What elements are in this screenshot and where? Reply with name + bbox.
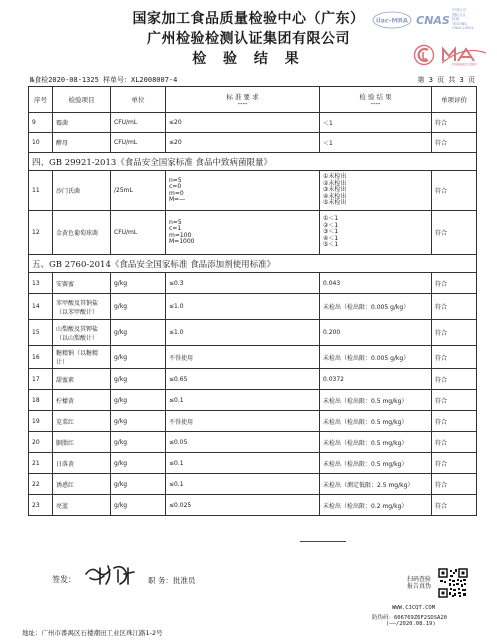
cell-eval: 符合 <box>432 346 477 369</box>
scan-verify-text <box>402 576 436 590</box>
col-header-result-dash: ---- <box>370 100 381 108</box>
address: 地址：广州市番禺区石楼潮田工业区珠江路1-2号 <box>22 629 163 637</box>
col-header-standard <box>166 87 320 113</box>
cell-no: 14 <box>29 294 53 320</box>
cell-item: 霉菌 <box>53 113 111 133</box>
cell-unit: g/kg <box>111 495 166 516</box>
cell-eval: 符合 <box>432 171 477 211</box>
cell-item: 糖精钠（以糖精计） <box>53 346 111 369</box>
scan-line: 报告真伪 <box>406 583 431 590</box>
table-row <box>29 369 477 390</box>
cell-no: 20 <box>29 432 53 453</box>
cell-item: 胭脂红 <box>53 432 111 453</box>
cell-result: 未检出（检出限：0.005 g/kg） <box>320 346 432 369</box>
cma-number: 170000221001 <box>451 62 477 66</box>
table-row <box>29 453 477 474</box>
cell-eval: 符合 <box>432 320 477 346</box>
cell-item: 亮蓝 <box>53 495 111 516</box>
table-row <box>29 346 477 369</box>
cell-eval: 符合 <box>432 113 477 133</box>
cell-item: 沙门氏菌 <box>53 171 111 211</box>
cell-item: 山梨酸及其钾盐（以山梨酸计） <box>53 320 111 346</box>
header-title-1: 国家加工食品质量检验中心（广东） <box>132 11 365 27</box>
anti-fake-code: 防伪码：606769Z6F2SDSA20 <box>372 615 447 621</box>
cnas-caption-line: 国际互认 <box>452 12 466 17</box>
cell-unit: g/kg <box>111 432 166 453</box>
cell-eval: 符合 <box>432 495 477 516</box>
cell-no: 10 <box>29 133 53 153</box>
cell-result <box>320 211 432 255</box>
result-line: ②＜1 <box>323 221 339 229</box>
cell-unit: CFU/mL <box>111 113 166 133</box>
table-row <box>29 474 477 495</box>
cell-standard: ≤0.3 <box>166 273 320 294</box>
cell-eval: 符合 <box>432 474 477 495</box>
col-header-standard-label: 标 准 要 求 <box>226 93 259 101</box>
cnas-caption <box>452 8 492 40</box>
cell-unit: CFU/mL <box>111 211 166 255</box>
cell-no: 17 <box>29 369 53 390</box>
table-row <box>29 171 477 211</box>
ilac-mra-logo <box>372 10 412 30</box>
section-title-4: 四、GB 29921-2013《食品安全国家标准 食品中致病菌限量》 <box>29 153 477 171</box>
std-line: M=1000 <box>169 238 195 245</box>
cell-result: 未检出（测定低限：2.5 mg/kg） <box>320 474 432 495</box>
col-header-eval: 单项评价 <box>432 87 477 113</box>
col-header-no: 序号 <box>29 87 53 113</box>
section-row <box>29 153 477 171</box>
result-line: ④＜1 <box>323 234 339 242</box>
result-line: ②未检出 <box>323 179 347 187</box>
cell-unit: g/kg <box>111 390 166 411</box>
std-line: m=0 <box>169 189 184 197</box>
result-line: ①＜1 <box>323 215 339 223</box>
col-header-unit: 单位 <box>111 87 166 113</box>
cell-result: 未检出（检出限：0.5 mg/kg） <box>320 432 432 453</box>
section-row <box>29 255 477 273</box>
cell-result: 未检出（检出限：0.2 mg/kg） <box>320 495 432 516</box>
signature-icon <box>82 562 138 588</box>
cell-unit: g/kg <box>111 453 166 474</box>
cma-logo <box>440 44 488 66</box>
report-date: (——/2020.08.19) <box>386 621 436 627</box>
cell-no: 23 <box>29 495 53 516</box>
col-header-result <box>320 87 432 113</box>
table-row <box>29 495 477 516</box>
cell-no: 21 <box>29 453 53 474</box>
cell-no: 22 <box>29 474 53 495</box>
cell-no: 15 <box>29 320 53 346</box>
cell-result: 未检出（检出限：0.5 mg/kg） <box>320 453 432 474</box>
cell-item: 金黄色葡萄球菌 <box>53 211 111 255</box>
cell-standard: ≤1.0 <box>166 320 320 346</box>
table-header-row <box>29 87 477 113</box>
std-line: m=100 <box>169 231 192 239</box>
col-header-result-label: 检 验 结 果 <box>359 93 392 101</box>
cnas-caption-line: CNAS L0001 <box>452 26 474 30</box>
std-line: n=5 <box>169 176 182 184</box>
table-row <box>29 320 477 346</box>
cell-eval: 符合 <box>432 294 477 320</box>
cell-standard: ≤0.1 <box>166 390 320 411</box>
report-number: №食检2020-08-1325 样单号：XL2008007-4 <box>30 76 178 84</box>
table-row <box>29 113 477 133</box>
cell-result: 0.043 <box>320 273 432 294</box>
cnas-caption-line: 检测 <box>452 17 459 21</box>
cell-unit: g/kg <box>111 320 166 346</box>
cell-result: 未检出（检出限：0.5 mg/kg） <box>320 411 432 432</box>
website-url: WWW.CJCQT.COM <box>392 605 436 611</box>
header-title-3: 检 验 结 果 <box>192 51 305 67</box>
cell-no: 16 <box>29 346 53 369</box>
cell-unit: g/kg <box>111 474 166 495</box>
result-line: ⑤＜1 <box>323 241 339 249</box>
cell-unit: g/kg <box>111 346 166 369</box>
cnas-caption-line: TESTING <box>452 21 468 26</box>
table-row <box>29 411 477 432</box>
cell-item: 诱惑红 <box>53 474 111 495</box>
ilac-text: ilac-MRA <box>376 16 408 25</box>
sign-label: 签发： <box>52 575 76 584</box>
cnas-caption-line: 中国认可 <box>452 8 466 12</box>
cell-unit: CFU/mL <box>111 133 166 153</box>
end-line <box>300 541 346 542</box>
cell-standard: ≤0.65 <box>166 369 320 390</box>
cell-standard: ≤0.1 <box>166 474 320 495</box>
cell-no: 9 <box>29 113 53 133</box>
cell-eval: 符合 <box>432 273 477 294</box>
result-line: ④未检出 <box>323 192 347 200</box>
cell-standard <box>166 171 320 211</box>
table-row <box>29 211 477 255</box>
cell-result: 0.200 <box>320 320 432 346</box>
table-row <box>29 432 477 453</box>
cell-result <box>320 171 432 211</box>
cell-standard: ≤0.05 <box>166 432 320 453</box>
cell-result: ＜1 <box>320 133 432 153</box>
cell-item: 日落黄 <box>53 453 111 474</box>
cell-unit: g/kg <box>111 294 166 320</box>
cell-item: 苯甲酸及其钠盐（以苯甲酸计） <box>53 294 111 320</box>
scan-line: 扫码查验 <box>406 576 431 583</box>
cell-eval: 符合 <box>432 411 477 432</box>
cell-standard: ≤1.0 <box>166 294 320 320</box>
cell-eval: 符合 <box>432 211 477 255</box>
section-title-5: 五、GB 2760-2014《食品安全国家标准 食品添加剂使用标准》 <box>29 255 477 273</box>
table-row <box>29 133 477 153</box>
cell-eval: 符合 <box>432 133 477 153</box>
cell-result: 0.0372 <box>320 369 432 390</box>
cell-item: 苋菜红 <box>53 411 111 432</box>
table-row <box>29 273 477 294</box>
cnas-logo <box>414 10 452 30</box>
qr-code-icon[interactable] <box>438 568 468 598</box>
cell-result: ＜1 <box>320 113 432 133</box>
cell-standard: 不得使用 <box>166 346 320 369</box>
cell-standard: ≤20 <box>166 113 320 133</box>
cell-item: 安赛蜜 <box>53 273 111 294</box>
position-label: 职 务：批准员 <box>148 576 196 585</box>
col-header-item: 检验项目 <box>53 87 111 113</box>
cell-item: 甜蜜素 <box>53 369 111 390</box>
cell-eval: 符合 <box>432 432 477 453</box>
cell-unit: g/kg <box>111 273 166 294</box>
cal-seal-icon <box>409 44 439 66</box>
table-row <box>29 390 477 411</box>
std-line: c=0 <box>169 183 182 190</box>
cell-eval: 符合 <box>432 453 477 474</box>
cell-no: 19 <box>29 411 53 432</box>
cell-eval: 符合 <box>432 369 477 390</box>
cell-standard <box>166 211 320 255</box>
table-row <box>29 294 477 320</box>
cell-standard: 不得使用 <box>166 411 320 432</box>
result-line: ③＜1 <box>323 228 339 236</box>
header-title-2: 广州检验检测认证集团有限公司 <box>147 31 350 47</box>
cell-item: 柠檬黄 <box>53 390 111 411</box>
cell-result: 未检出（检出限：0.005 g/kg） <box>320 294 432 320</box>
cell-no: 13 <box>29 273 53 294</box>
cell-standard: ≤0.025 <box>166 495 320 516</box>
result-line: ⑤未检出 <box>323 199 347 207</box>
result-line: ③未检出 <box>323 186 347 194</box>
cell-unit: /25mL <box>111 171 166 211</box>
cell-result: 未检出（检出限：0.5 mg/kg） <box>320 390 432 411</box>
cell-no: 11 <box>29 171 53 211</box>
cell-standard: ≤20 <box>166 133 320 153</box>
cell-eval: 符合 <box>432 390 477 411</box>
cnas-text: CNAS <box>416 14 450 27</box>
cell-unit: g/kg <box>111 369 166 390</box>
std-line: n=5 <box>169 218 182 226</box>
result-line: ①未检出 <box>323 173 347 181</box>
std-line: c=1 <box>169 225 182 232</box>
cell-no: 12 <box>29 211 53 255</box>
col-header-standard-dash: ---- <box>237 100 248 108</box>
cell-no: 18 <box>29 390 53 411</box>
page-indicator: 第 3 页 共 3 页 <box>417 76 475 84</box>
cell-item: 酵母 <box>53 133 111 153</box>
result-table <box>28 86 477 516</box>
cell-standard: ≤0.1 <box>166 453 320 474</box>
std-line: M=— <box>169 196 186 203</box>
cell-unit: g/kg <box>111 411 166 432</box>
